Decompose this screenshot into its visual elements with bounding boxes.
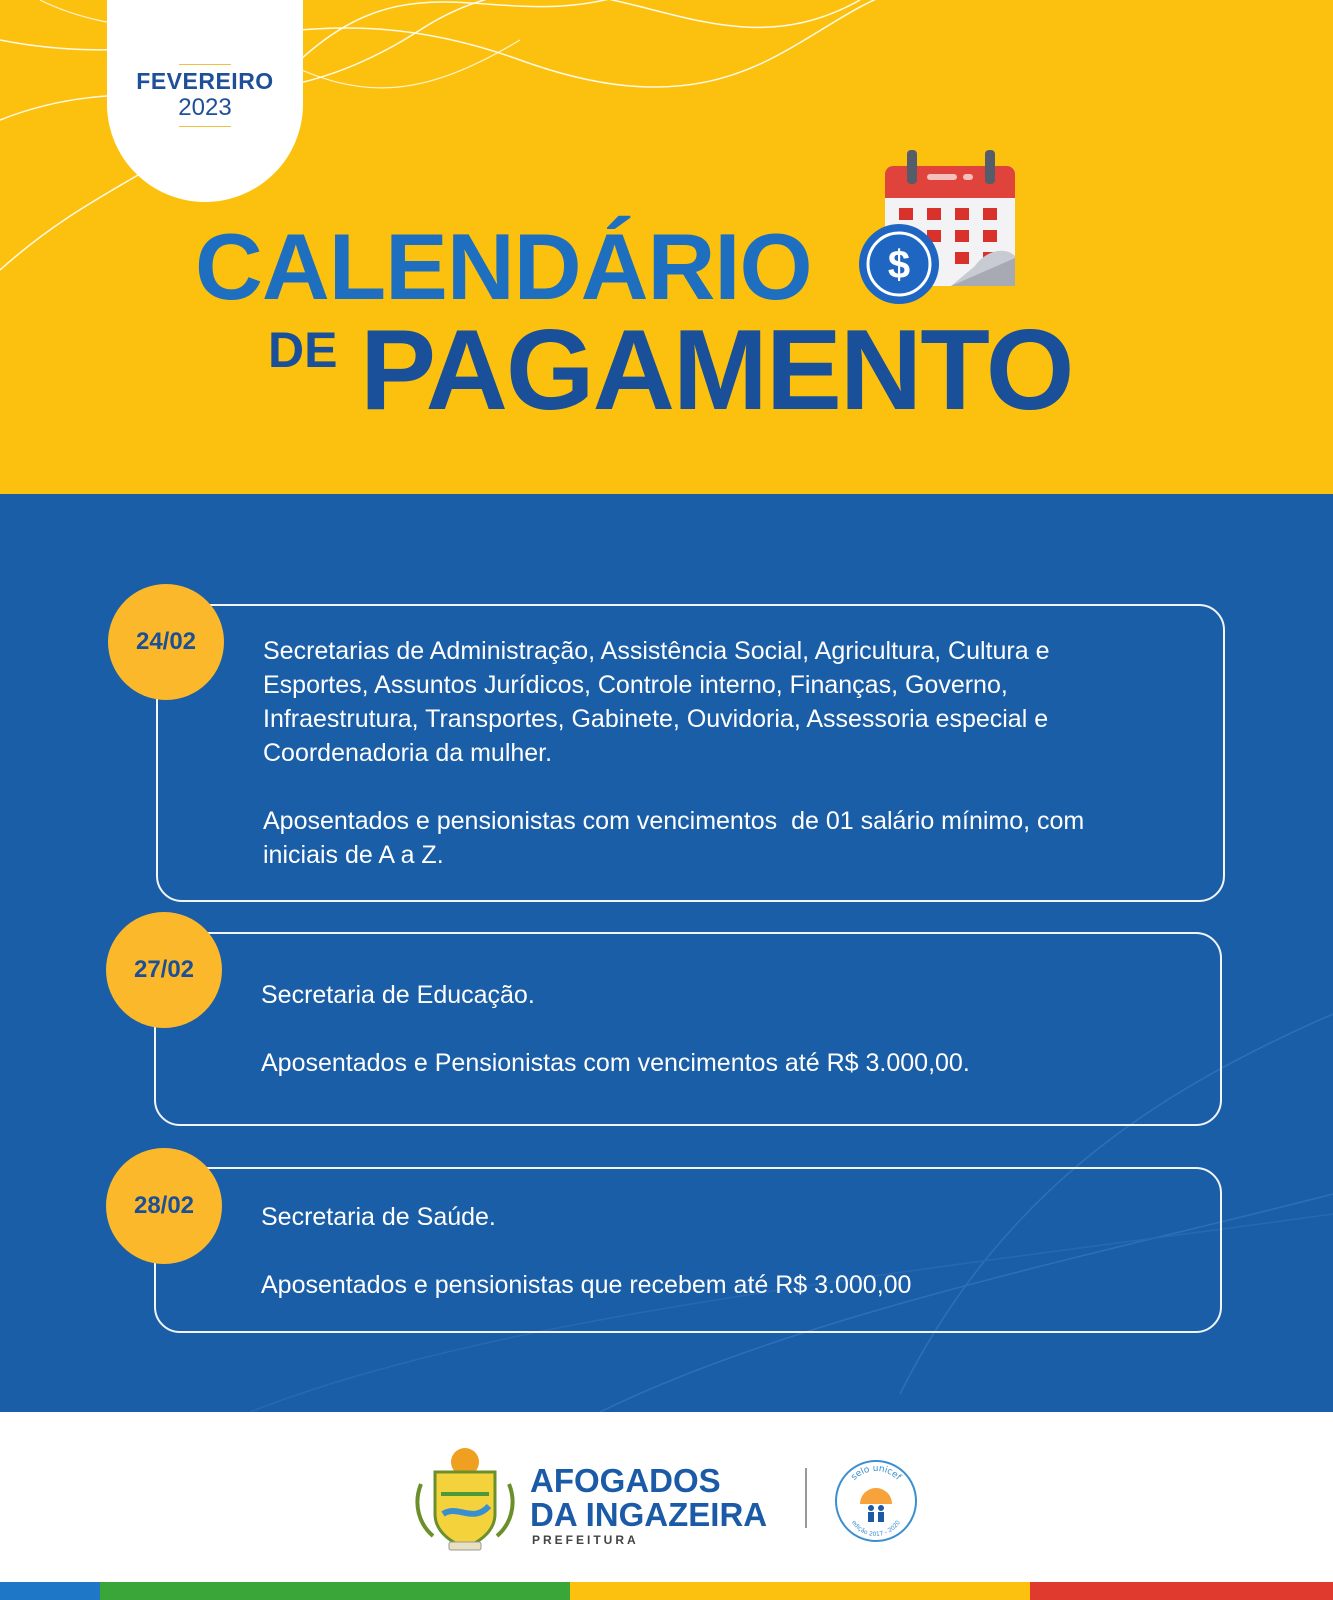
seal-bottom-text: edição 2017 - 2020 [850, 1519, 902, 1539]
date-badge-3: 28/02 [106, 1148, 222, 1264]
title-de: DE [268, 322, 338, 378]
unicef-seal-icon [833, 1458, 919, 1544]
stripe-blue [0, 1582, 100, 1600]
text-line: Infraestrutura, Transportes, Gabinete, Ouvidoria, Assessoria especial e [263, 705, 1049, 733]
text-line: Aposentados e pensionistas com vencimentos de 01 salário mínimo, com [263, 807, 1085, 835]
text-line: Secretaria de Educação. [261, 981, 535, 1009]
stripe-red [1030, 1582, 1333, 1600]
org-name-line1: AFOGADOS [530, 1462, 721, 1499]
title-pagamento: PAGAMENTO [360, 307, 1073, 434]
text-line: Aposentados e Pensionistas com vencimentos até R$ 3.000,00. [261, 1049, 970, 1077]
card-1-text [263, 634, 1084, 872]
org-name-line3: PREFEITURA [532, 1533, 639, 1547]
svg-text:$: $ [887, 243, 911, 287]
date-badge-2: 27/02 [106, 912, 222, 1028]
card-3-text [261, 1200, 911, 1302]
date-badge-1: 24/02 [108, 584, 224, 700]
coat-of-arms-icon [413, 1444, 517, 1552]
stripe-yellow [570, 1582, 1030, 1600]
badge-rule-bottom [179, 126, 231, 127]
text-line: Aposentados e pensionistas que recebem até R$ 3.000,00 [261, 1271, 912, 1299]
card-2-text [261, 978, 970, 1080]
badge-rule-top [179, 64, 231, 65]
text-line: iniciais de A a Z. [263, 841, 444, 869]
footer-color-stripe [0, 1582, 1333, 1600]
badge-year: 2023 [178, 94, 232, 121]
text-line: Secretarias de Administração, Assistência Social, Agricultura, Cultura e [263, 637, 1050, 665]
title-calendario: CALENDÁRIO [195, 214, 812, 319]
text-line: Coordenadoria da mulher. [263, 739, 553, 767]
dollar-coin-icon [857, 222, 941, 306]
month-badge [107, 0, 303, 202]
header-section [0, 0, 1333, 494]
text-line: Esportes, Assuntos Jurídicos, Controle interno, Finanças, Governo, [263, 671, 1008, 699]
badge-month: FEVEREIRO [136, 68, 274, 94]
text-line: Secretaria de Saúde. [261, 1203, 496, 1231]
footer-divider [805, 1468, 807, 1528]
org-name-line2: DA INGAZEIRA [530, 1496, 768, 1533]
stripe-green [100, 1582, 570, 1600]
seal-top-text: selo unicef [849, 1463, 903, 1483]
